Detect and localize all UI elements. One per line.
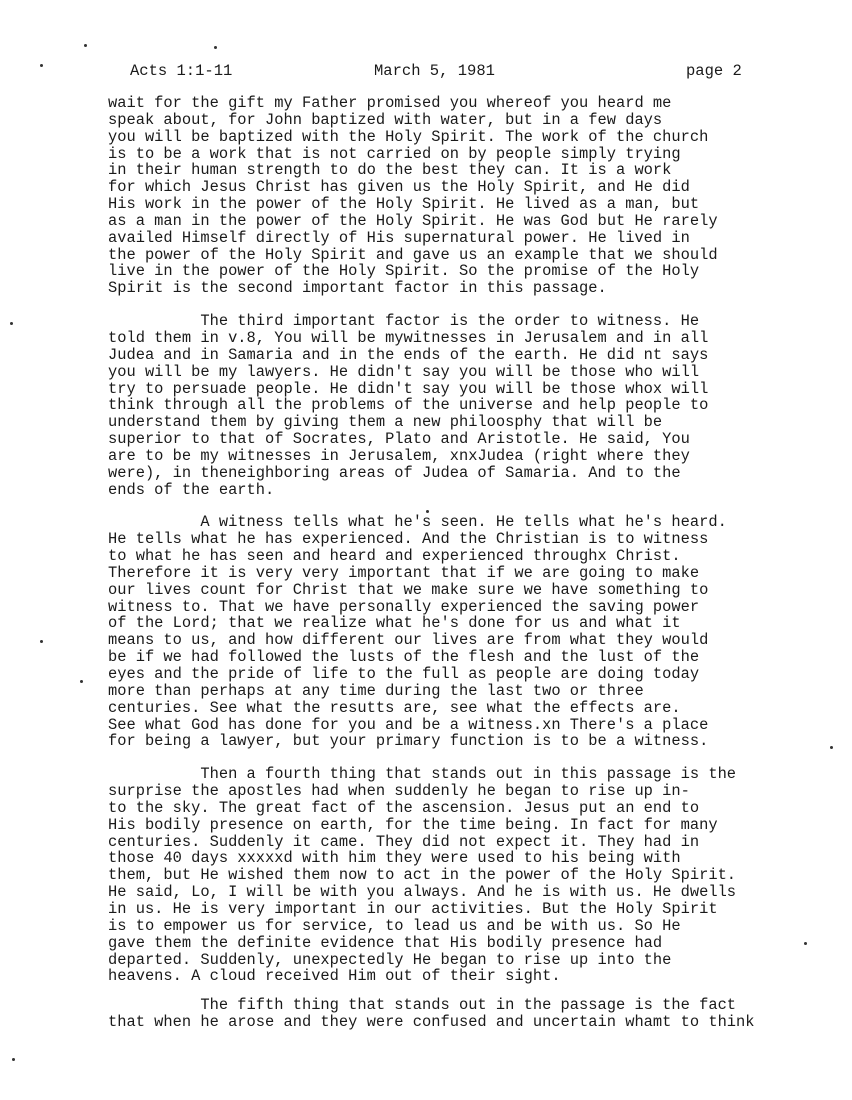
text-line: of the Lord; that we realize what he's done for us and what it: [108, 614, 681, 633]
text-line: centuries. Suddenly it came. They did not expect it. They had in: [108, 832, 700, 851]
text-line: live in the power of the Holy Spirit. So the promise of the Holy: [108, 262, 700, 281]
text-line: those 40 days xxxxxd with him they were used to his being with: [108, 849, 681, 868]
text-line: be if we had followed the lusts of the flesh and the lust of the: [108, 648, 700, 667]
text-line: think through all the problems of the universe and help people to: [108, 396, 709, 415]
scan-speck: [12, 1058, 15, 1061]
text-line: heavens. A cloud received Him out of their sight.: [108, 967, 561, 986]
text-line: availed Himself directly of His supernatural power. He lived in: [108, 228, 690, 247]
paragraph-gap: [108, 297, 848, 313]
text-line: that when he arose and they were confused and uncertain whamt to think: [108, 1013, 755, 1032]
text-line: were), in theneighboring areas of Judea of Samaria. And to the: [108, 463, 681, 482]
paragraph-fifth-thing: [108, 997, 848, 1031]
text-line: told them in v.8, You will be mywitnesses in Jerusalem and in all: [108, 328, 709, 347]
scan-speck: [40, 640, 43, 643]
text-line: Spirit is the second important factor in this passage.: [108, 279, 607, 298]
text-line: Judea and in Samaria and in the ends of the earth. He did nt says: [108, 345, 709, 364]
text-line: more than perhaps at any time during the last two or three: [108, 681, 644, 700]
text-line: He tells what he has experienced. And the Christian is to witness: [108, 530, 709, 549]
text-line: means to us, and how different our lives are from what they would: [108, 631, 709, 650]
paragraph-gap: [108, 750, 848, 766]
text-line: in their human strength to do the best they can. It is a work: [108, 161, 672, 180]
text-line: understand them by giving them a new philoosphy that will be: [108, 413, 663, 432]
text-line: to the sky. The great fact of the ascension. Jesus put an end to: [108, 798, 700, 817]
text-line: The third important factor is the order to witness. He: [108, 312, 700, 331]
text-line: as a man in the power of the Holy Spirit. He was God but He rarely: [108, 211, 718, 230]
text-line: wait for the gift my Father promised you whereof you heard me: [108, 94, 672, 112]
scan-speck: [214, 46, 217, 49]
scan-speck: [80, 680, 83, 683]
page-number: page 2: [686, 62, 742, 80]
paragraph-order-to-witness: [108, 313, 848, 498]
sermon-date: March 5, 1981: [374, 62, 495, 80]
text-line: His work in the power of the Holy Spirit. He lived as a man, but: [108, 195, 700, 214]
text-line: His bodily presence on earth, for the time being. In fact for many: [108, 815, 718, 834]
text-line: ends of the earth.: [108, 480, 275, 499]
text-line: for which Jesus Christ has given us the Holy Spirit, and He did: [108, 178, 690, 197]
text-line: He said, Lo, I will be with you always. And he is with us. He dwells: [108, 883, 737, 902]
paragraph-gap: [108, 498, 848, 514]
text-line: are to be my witnesses in Jerusalem, xnxJudea (right where they: [108, 446, 690, 465]
text-line: is to empower us for service, to lead us and be with us. So He: [108, 916, 681, 935]
scan-speck: [84, 44, 87, 47]
text-line: departed. Suddenly, unexpectedly He began to rise up into the: [108, 950, 672, 969]
sermon-body: [108, 95, 848, 1031]
scan-speck: [40, 64, 43, 67]
text-line: Then a fourth thing that stands out in this passage is the: [108, 765, 737, 784]
paragraph-ascension: [108, 766, 848, 985]
scan-speck: [830, 746, 833, 749]
text-line: See what God has done for you and be a witness.xn There's a place: [108, 715, 709, 734]
text-line: surprise the apostles had when suddenly he began to rise up in-: [108, 782, 690, 801]
text-line: in us. He is very important in our activities. But the Holy Spirit: [108, 899, 718, 918]
text-line: eyes and the pride of life to the full as people are doing today: [108, 665, 700, 683]
text-line: for being a lawyer, but your primary function is to be a witness.: [108, 732, 709, 751]
paragraph-witness-definition: [108, 514, 848, 750]
scripture-reference: Acts 1:1-11: [130, 62, 233, 80]
text-line: superior to that of Socrates, Plato and Aristotle. He said, You: [108, 430, 690, 449]
text-line: centuries. See what the resutts are, see what the effects are.: [108, 698, 681, 717]
text-line: Therefore it is very very important that if we are going to make: [108, 563, 700, 582]
scan-speck: [804, 942, 807, 945]
scan-speck: [10, 322, 13, 325]
text-line: our lives count for Christ that we make sure we have something to: [108, 580, 709, 599]
text-line: try to persuade people. He didn't say you will be those whox will: [108, 379, 709, 398]
text-line: them, but He wished them now to act in the power of the Holy Spirit.: [108, 866, 737, 885]
text-line: you will be my lawyers. He didn't say you will be those who will: [108, 362, 700, 381]
text-line: you will be baptized with the Holy Spirit. The work of the church: [108, 127, 709, 146]
text-line: is to be a work that is not carried on by people simply trying: [108, 144, 681, 163]
scan-speck: [426, 510, 429, 513]
text-line: to what he has seen and heard and experienced throughx Christ.: [108, 547, 681, 566]
paragraph-holy-spirit-promise: [108, 95, 848, 297]
text-line: gave them the definite evidence that His bodily presence had: [108, 933, 663, 952]
text-line: A witness tells what he's seen. He tells what he's heard.: [108, 513, 727, 532]
text-line: The fifth thing that stands out in the passage is the fact: [108, 996, 737, 1015]
text-line: witness to. That we have personally experienced the saving power: [108, 597, 700, 616]
text-line: speak about, for John baptized with water, but in a few days: [108, 110, 663, 129]
page-header: [0, 62, 852, 84]
text-line: the power of the Holy Spirit and gave us an example that we should: [108, 245, 718, 264]
